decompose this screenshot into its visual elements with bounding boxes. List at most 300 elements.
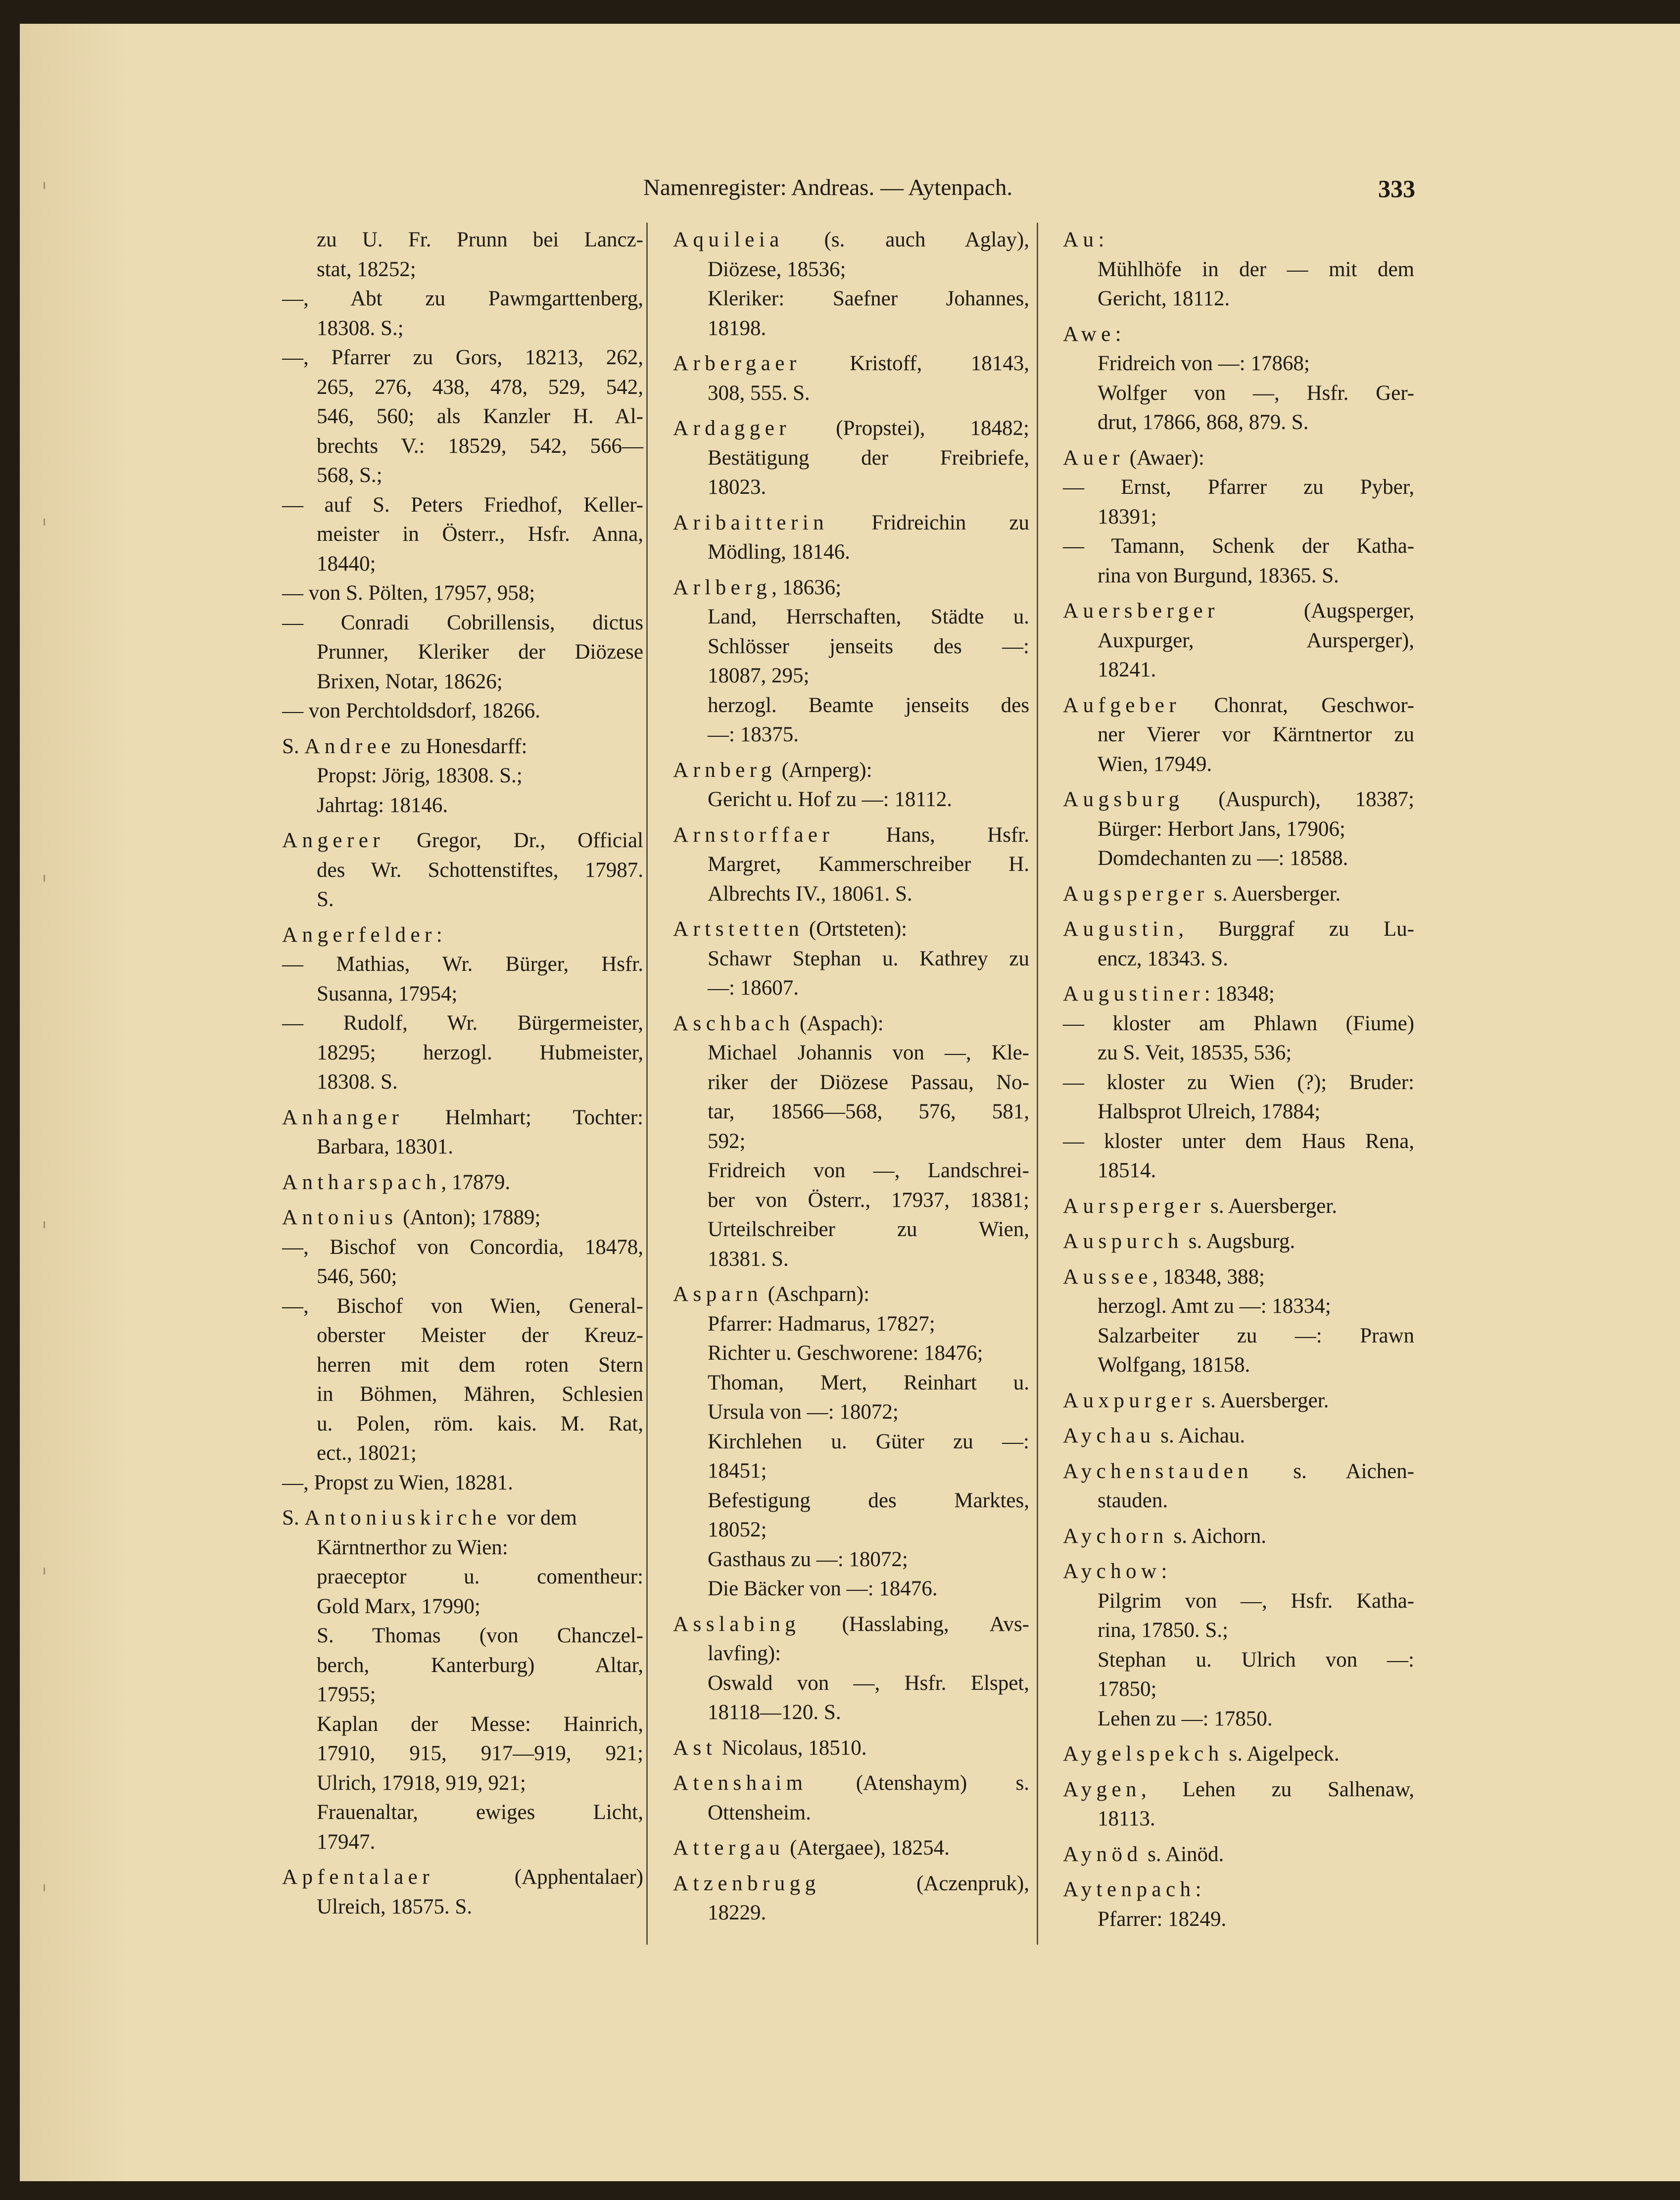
line-text: Wolfgang, 18158. bbox=[1098, 1353, 1250, 1377]
entry-line bbox=[673, 1068, 1029, 1098]
entry-line bbox=[282, 920, 643, 950]
line-text: — Conradi Cobrillensis, dictus bbox=[282, 611, 643, 634]
index-entry bbox=[673, 1833, 1029, 1863]
line-text: , 18636; bbox=[771, 575, 842, 599]
line-text: : 18348; bbox=[1204, 982, 1275, 1005]
index-entry bbox=[282, 1863, 643, 1921]
entry-line bbox=[673, 632, 1029, 662]
entry-line bbox=[282, 1892, 643, 1922]
line-text: Ursula von —: 18072; bbox=[708, 1400, 899, 1424]
entry-line bbox=[1063, 1227, 1414, 1256]
line-text: 18229. bbox=[708, 1901, 767, 1924]
entry-line bbox=[282, 1562, 643, 1592]
entry-line bbox=[673, 1769, 1029, 1798]
line-text: Wien, 17949. bbox=[1098, 752, 1212, 776]
line-text: Albrechts IV., 18061. S. bbox=[708, 882, 912, 906]
index-entry bbox=[1063, 1739, 1414, 1769]
entry-line bbox=[673, 756, 1029, 785]
entry-line bbox=[1063, 1739, 1414, 1769]
index-entry bbox=[1063, 596, 1414, 685]
index-entry bbox=[673, 756, 1029, 814]
entry-headword: Antharspach bbox=[282, 1170, 441, 1194]
line-text: (Aspach): bbox=[794, 1011, 884, 1035]
line-text: 546, 560; bbox=[317, 1265, 397, 1288]
line-text: Ottensheim. bbox=[708, 1801, 811, 1824]
entry-line bbox=[282, 225, 643, 255]
line-text: : bbox=[1195, 1878, 1201, 1901]
entry-headword: Augustin bbox=[1063, 917, 1179, 941]
line-text: — kloster am Phlawn (Fiume) bbox=[1063, 1011, 1414, 1035]
entry-line bbox=[1063, 785, 1414, 814]
entry-line bbox=[282, 1203, 643, 1233]
index-entry bbox=[1063, 691, 1414, 779]
index-entry bbox=[1063, 785, 1414, 873]
entry-line bbox=[282, 1350, 643, 1380]
entry-line bbox=[673, 225, 1029, 255]
entry-headword: Aygen bbox=[1063, 1777, 1141, 1801]
line-text: brechts V.: 18529, 542, 566— bbox=[317, 434, 643, 458]
entry-line bbox=[282, 1651, 643, 1680]
entry-headword: Asparn bbox=[673, 1283, 763, 1306]
line-text: 18113. bbox=[1098, 1807, 1155, 1830]
line-text: Diözese, 18536; bbox=[708, 257, 846, 281]
entry-line bbox=[673, 720, 1029, 750]
margin-mark bbox=[44, 1221, 52, 1228]
line-text: Schawr Stephan u. Kathrey zu bbox=[708, 947, 1029, 970]
entry-line bbox=[673, 1639, 1029, 1669]
entry-line bbox=[282, 1038, 643, 1068]
line-text: Barbara, 18301. bbox=[317, 1135, 453, 1158]
line-text: s. Ainöd. bbox=[1142, 1842, 1224, 1866]
entry-headword: Auer bbox=[1063, 446, 1124, 470]
index-entry bbox=[1063, 1192, 1414, 1221]
line-text: (Aschparn): bbox=[762, 1283, 870, 1306]
entry-line bbox=[1063, 1386, 1414, 1416]
line-text: Helmhart; Tochter: bbox=[403, 1105, 643, 1129]
entry-headword: Augsperger bbox=[1063, 882, 1209, 906]
entry-line bbox=[282, 490, 643, 520]
line-text: (Hasslabing, Avs- bbox=[800, 1612, 1029, 1636]
entry-headword: Arnberg bbox=[673, 758, 776, 782]
index-entry bbox=[1063, 879, 1414, 909]
margin-mark bbox=[44, 1884, 52, 1891]
index-entry bbox=[673, 349, 1029, 408]
line-text: Urteilschreiber zu Wien, bbox=[708, 1218, 1029, 1241]
entry-line bbox=[1063, 349, 1414, 379]
line-text: drut, 17866, 868, 879. S. bbox=[1098, 411, 1309, 434]
line-text: Prunner, Kleriker der Diözese bbox=[317, 640, 643, 664]
index-entry bbox=[673, 225, 1029, 343]
entry-line bbox=[282, 1680, 643, 1710]
entry-line bbox=[673, 785, 1029, 814]
index-entry bbox=[673, 1769, 1029, 1827]
line-text: — Ernst, Pfarrer zu Pyber, bbox=[1063, 476, 1414, 499]
line-text: (Aczenpruk), bbox=[820, 1871, 1029, 1895]
line-text: s. Augsburg. bbox=[1183, 1230, 1296, 1253]
entry-line bbox=[1063, 1674, 1414, 1704]
line-text: Propst: Jörig, 18308. S.; bbox=[317, 764, 523, 787]
entry-headword: Atzenbrugg bbox=[673, 1871, 820, 1895]
index-entry bbox=[1063, 1386, 1414, 1416]
line-text: (Atenshaym) s. bbox=[807, 1771, 1029, 1795]
entry-line bbox=[1063, 691, 1414, 720]
entry-line bbox=[1063, 561, 1414, 591]
line-text: Schlösser jenseits des —: bbox=[708, 634, 1029, 658]
line-text: Michael Johannis von —, Kle- bbox=[708, 1041, 1029, 1064]
line-text: s. Auersberger. bbox=[1205, 1194, 1337, 1218]
line-text: Susanna, 17954; bbox=[317, 982, 458, 1005]
entry-line bbox=[1063, 473, 1414, 502]
entry-line bbox=[673, 1339, 1029, 1368]
entry-line bbox=[673, 1156, 1029, 1186]
entry-line bbox=[282, 1769, 643, 1798]
entry-line bbox=[1063, 1704, 1414, 1734]
line-text: Fridreich von —, Landschrei- bbox=[708, 1159, 1029, 1182]
line-text: Oswald von —, Hsfr. Elspet, bbox=[708, 1671, 1029, 1695]
entry-headword: Arnstorffaer bbox=[673, 823, 834, 847]
entry-headword: Aquileia bbox=[673, 228, 784, 251]
line-text: Die Bäcker von —: 18476. bbox=[708, 1577, 938, 1600]
index-entry bbox=[282, 732, 643, 820]
line-text: (Ortsteten): bbox=[804, 917, 908, 941]
entry-line bbox=[673, 1038, 1029, 1068]
index-entry bbox=[1063, 979, 1414, 1186]
entry-line bbox=[1063, 1616, 1414, 1645]
index-entry bbox=[282, 826, 643, 914]
entry-headword: Arlberg bbox=[673, 575, 772, 599]
line-text: s. Auersberger. bbox=[1208, 882, 1341, 906]
entry-line bbox=[1063, 1291, 1414, 1321]
line-text: herzogl. Beamte jenseits des bbox=[708, 693, 1029, 717]
entry-line bbox=[1063, 1804, 1414, 1834]
entry-line bbox=[1063, 1775, 1414, 1805]
index-entry bbox=[673, 1610, 1029, 1727]
entry-line bbox=[1063, 502, 1414, 532]
entry-line bbox=[673, 914, 1029, 944]
line-text: in Böhmen, Mähren, Schlesien bbox=[317, 1383, 643, 1406]
entry-line bbox=[673, 879, 1029, 909]
index-entry bbox=[673, 1009, 1029, 1274]
entry-line bbox=[673, 1368, 1029, 1398]
entry-line bbox=[673, 1545, 1029, 1575]
entry-line bbox=[282, 284, 643, 314]
entry-line bbox=[1063, 1557, 1414, 1586]
entry-line bbox=[282, 373, 643, 402]
line-text: 18241. bbox=[1098, 658, 1156, 681]
line-text: Nicolaus, 18510. bbox=[717, 1736, 867, 1760]
line-text: 18052; bbox=[708, 1518, 767, 1541]
index-entry bbox=[1063, 320, 1414, 437]
line-text: Mühlhöfe in der — mit dem bbox=[1098, 257, 1414, 281]
entry-line bbox=[673, 944, 1029, 974]
entry-line bbox=[282, 1827, 643, 1857]
entry-line bbox=[673, 1186, 1029, 1215]
index-entry bbox=[282, 1103, 643, 1162]
line-text: 265, 276, 438, 478, 529, 542, bbox=[317, 375, 643, 399]
line-text: Fridreichin zu bbox=[828, 511, 1029, 534]
line-text: Frauenaltar, ewiges Licht, bbox=[317, 1801, 643, 1824]
line-text: Kaplan der Messe: Hainrich, bbox=[317, 1712, 643, 1736]
entry-line bbox=[1063, 626, 1414, 656]
line-text: Gericht u. Hof zu —: 18112. bbox=[708, 788, 952, 811]
entry-line bbox=[1063, 1645, 1414, 1675]
entry-line bbox=[673, 414, 1029, 443]
entry-headword: Apfentalaer bbox=[282, 1865, 434, 1889]
line-text: Kleriker: Saefner Johannes, bbox=[708, 287, 1029, 310]
line-text: (Propstei), 18482; bbox=[791, 417, 1029, 440]
entry-line bbox=[1063, 284, 1414, 314]
line-text: , Burggraf zu Lu- bbox=[1178, 917, 1414, 941]
line-text: , 18348, 388; bbox=[1152, 1265, 1265, 1289]
entry-headword: Anhanger bbox=[282, 1105, 404, 1129]
line-text: S. Thomas (von Chanczel- bbox=[317, 1624, 643, 1647]
line-text: —, Propst zu Wien, 18281. bbox=[282, 1471, 513, 1494]
line-text: zu S. Veit, 18535, 536; bbox=[1098, 1041, 1292, 1064]
entry-headword: Auxpurger bbox=[1063, 1388, 1197, 1412]
line-text: — Tamann, Schenk der Katha- bbox=[1063, 534, 1414, 558]
entry-headword: Aytenpach bbox=[1063, 1878, 1196, 1901]
entry-line bbox=[282, 950, 643, 979]
line-text: s. Aichorn. bbox=[1168, 1524, 1267, 1548]
line-text: meister in Österr., Hsfr. Anna, bbox=[317, 523, 643, 546]
entry-line bbox=[282, 1739, 643, 1769]
line-text: 18198. bbox=[708, 316, 767, 340]
entry-line bbox=[1063, 1421, 1414, 1451]
line-text: herren mit dem roten Stern bbox=[317, 1353, 643, 1377]
line-text: —, Bischof von Concordia, 18478, bbox=[282, 1235, 643, 1259]
line-text: S. bbox=[282, 734, 305, 758]
entry-line bbox=[673, 691, 1029, 720]
entry-line bbox=[1063, 1038, 1414, 1068]
line-text: , 17879. bbox=[441, 1170, 511, 1194]
entry-line bbox=[673, 349, 1029, 379]
entry-line bbox=[282, 431, 643, 461]
entry-line bbox=[282, 1533, 643, 1563]
entry-line bbox=[282, 1291, 643, 1321]
entry-line bbox=[282, 1503, 643, 1533]
entry-line bbox=[673, 284, 1029, 314]
line-text: 17850; bbox=[1098, 1677, 1157, 1701]
line-text: ber von Österr., 17937, 18381; bbox=[708, 1188, 1029, 1212]
entry-line bbox=[673, 255, 1029, 285]
index-entry bbox=[282, 1203, 643, 1497]
line-text: (Awaer): bbox=[1124, 446, 1204, 470]
entry-line bbox=[1063, 1127, 1414, 1156]
line-text: Gregor, Dr., Official bbox=[384, 829, 643, 852]
entry-headword: Aussee bbox=[1063, 1265, 1152, 1289]
entry-line bbox=[282, 1798, 643, 1827]
entry-line bbox=[282, 637, 643, 667]
line-text: 18381. S. bbox=[708, 1247, 789, 1271]
line-text: Salzarbeiter zu —: Prawn bbox=[1098, 1324, 1414, 1347]
entry-line bbox=[673, 473, 1029, 502]
entry-line bbox=[1063, 1875, 1414, 1905]
line-text: Pilgrim von —, Hsfr. Katha- bbox=[1098, 1589, 1414, 1613]
line-text: praeceptor u. comentheur: bbox=[317, 1565, 643, 1588]
entry-line bbox=[282, 1168, 643, 1197]
entry-line bbox=[282, 1008, 643, 1038]
line-text: — Rudolf, Wr. Bürgermeister, bbox=[282, 1011, 643, 1035]
entry-headword: Angerfelder bbox=[282, 923, 436, 947]
entry-line bbox=[673, 1244, 1029, 1274]
index-entry bbox=[673, 508, 1029, 567]
entry-headword: Aygelspekch bbox=[1063, 1742, 1224, 1766]
entry-line bbox=[673, 1280, 1029, 1309]
line-text: rina von Burgund, 18365. S. bbox=[1098, 564, 1339, 587]
entry-headword: Augustiner bbox=[1063, 982, 1204, 1005]
column-rule bbox=[646, 223, 648, 1945]
entry-line bbox=[282, 791, 643, 820]
entry-line bbox=[282, 979, 643, 1009]
line-text: 17910, 915, 917—919, 921; bbox=[317, 1742, 643, 1765]
line-text: Kirchlehen u. Güter zu —: bbox=[708, 1430, 1029, 1453]
entry-line bbox=[1063, 1522, 1414, 1551]
line-text: Ulreich, 18575. S. bbox=[317, 1895, 473, 1918]
line-text: 17955; bbox=[317, 1683, 376, 1706]
line-text: Kärntnerthor zu Wien: bbox=[317, 1535, 508, 1559]
entry-line bbox=[282, 1132, 643, 1162]
entry-line bbox=[282, 667, 643, 697]
line-text: tar, 18566—568, 576, 581, bbox=[708, 1100, 1029, 1123]
entry-line bbox=[282, 520, 643, 549]
index-entry bbox=[282, 1168, 643, 1197]
entry-line bbox=[282, 1409, 643, 1439]
line-text: 18118—120. S. bbox=[708, 1701, 841, 1724]
line-text: (Arnperg): bbox=[776, 758, 872, 782]
entry-line bbox=[1063, 879, 1414, 909]
entry-line bbox=[282, 461, 643, 490]
line-text: 568, S.; bbox=[317, 464, 383, 487]
entry-line bbox=[1063, 1321, 1414, 1351]
entry-headword: Ardagger bbox=[673, 417, 791, 440]
line-text: 18308. S.; bbox=[317, 316, 404, 340]
index-column-2 bbox=[673, 225, 1029, 1934]
entry-line bbox=[1063, 720, 1414, 750]
running-title: Namenregister: Andreas. — Aytenpach. bbox=[643, 175, 1013, 200]
entry-line bbox=[1063, 1457, 1414, 1486]
line-text: 18023. bbox=[708, 476, 767, 499]
entry-headword: Auersberger bbox=[1063, 599, 1219, 622]
entry-line bbox=[1063, 255, 1414, 285]
entry-line bbox=[673, 1733, 1029, 1763]
entry-line bbox=[1063, 914, 1414, 944]
line-text: Halbsprot Ulreich, 17884; bbox=[1098, 1100, 1321, 1123]
entry-line bbox=[1063, 225, 1414, 255]
entry-headword: Angerer bbox=[282, 829, 385, 852]
line-text: oberster Meister der Kreuz- bbox=[317, 1324, 643, 1347]
line-text: (Auspurch), 18387; bbox=[1184, 788, 1414, 811]
line-text: 546, 560; als Kanzler H. Al- bbox=[317, 405, 643, 428]
entry-line bbox=[673, 661, 1029, 691]
entry-line bbox=[1063, 1009, 1414, 1039]
entry-headword: Attergau bbox=[673, 1836, 785, 1860]
line-text: (Apphentalaer) bbox=[434, 1865, 643, 1889]
line-text: s. Aigelpeck. bbox=[1223, 1742, 1340, 1766]
entry-headword: Awe bbox=[1063, 322, 1115, 346]
entry-line bbox=[673, 1698, 1029, 1727]
index-entry bbox=[673, 1869, 1029, 1928]
entry-line bbox=[673, 1215, 1029, 1244]
line-text: 18295; herzogl. Hubmeister, bbox=[317, 1041, 643, 1064]
entry-headword: Ast bbox=[673, 1736, 717, 1760]
entry-line bbox=[282, 1710, 643, 1739]
page-number: 333 bbox=[1378, 175, 1415, 202]
line-text: riker der Diözese Passau, No- bbox=[708, 1070, 1029, 1094]
entry-headword: Andree bbox=[304, 734, 395, 758]
entry-line bbox=[1063, 1840, 1414, 1869]
line-text: : bbox=[436, 923, 442, 947]
line-text: 17947. bbox=[317, 1830, 376, 1854]
entry-line bbox=[673, 850, 1029, 879]
index-entry bbox=[1063, 914, 1414, 973]
line-text: herzogl. Amt zu —: 18334; bbox=[1098, 1294, 1331, 1318]
entry-headword: Arbergaer bbox=[673, 352, 801, 375]
line-text: Domdechanten zu —: 18588. bbox=[1098, 847, 1348, 870]
entry-line bbox=[282, 608, 643, 638]
entry-line bbox=[673, 1397, 1029, 1427]
index-column-3 bbox=[1063, 225, 1414, 1940]
entry-line bbox=[282, 343, 643, 373]
line-text: S. bbox=[282, 1506, 305, 1530]
line-text: berch, Kanterburg) Altar, bbox=[317, 1653, 643, 1677]
line-text: Wolfger von —, Hsfr. Ger- bbox=[1098, 381, 1414, 405]
margin-mark bbox=[44, 875, 52, 882]
entry-line bbox=[673, 973, 1029, 1003]
line-text: —: 18375. bbox=[708, 723, 799, 746]
entry-line bbox=[673, 1456, 1029, 1486]
line-text: Chonrat, Geschwor- bbox=[1181, 693, 1414, 717]
line-text: — auf S. Peters Friedhof, Keller- bbox=[282, 493, 643, 517]
line-text: 18514. bbox=[1098, 1159, 1156, 1182]
line-text: ect., 18021; bbox=[317, 1441, 417, 1465]
entry-headword: Auspurch bbox=[1063, 1230, 1183, 1253]
line-text: s. Aichau. bbox=[1155, 1424, 1246, 1447]
entry-headword: Augsburg bbox=[1063, 788, 1184, 811]
index-entry bbox=[1063, 225, 1414, 314]
line-text: vor dem bbox=[501, 1506, 577, 1530]
line-text: — kloster zu Wien (?); Bruder: bbox=[1063, 1070, 1414, 1094]
entry-line bbox=[282, 255, 643, 285]
entry-line bbox=[282, 1262, 643, 1291]
line-text: Stephan u. Ulrich von —: bbox=[1098, 1648, 1414, 1672]
line-text: ner Vierer vor Kärntnertor zu bbox=[1098, 723, 1414, 746]
column-rule bbox=[1037, 223, 1038, 1945]
margin-mark bbox=[44, 1568, 52, 1575]
line-text: Gericht, 18112. bbox=[1098, 287, 1230, 310]
line-text: —, Bischof von Wien, General- bbox=[282, 1294, 643, 1318]
entry-line bbox=[1063, 1262, 1414, 1292]
entry-line bbox=[1063, 531, 1414, 561]
entry-line bbox=[1063, 1097, 1414, 1127]
entry-line bbox=[282, 402, 643, 431]
line-text: Befestigung des Marktes, bbox=[708, 1488, 1029, 1512]
entry-line bbox=[673, 1515, 1029, 1545]
entry-headword: Atenshaim bbox=[673, 1771, 808, 1795]
entry-line bbox=[282, 732, 643, 762]
entry-line bbox=[1063, 979, 1414, 1009]
line-text: , Lehen zu Salhenaw, bbox=[1141, 1777, 1414, 1801]
line-text: zu Honesdarff: bbox=[395, 734, 528, 758]
line-text: Lehen zu —: 17850. bbox=[1098, 1707, 1273, 1730]
entry-line bbox=[1063, 1486, 1414, 1516]
entry-line bbox=[282, 549, 643, 579]
entry-line bbox=[282, 578, 643, 608]
entry-line bbox=[282, 1621, 643, 1651]
line-text: —: 18607. bbox=[708, 976, 799, 1000]
entry-line bbox=[1063, 596, 1414, 626]
entry-line bbox=[673, 1669, 1029, 1698]
entry-headword: Aursperger bbox=[1063, 1194, 1205, 1218]
